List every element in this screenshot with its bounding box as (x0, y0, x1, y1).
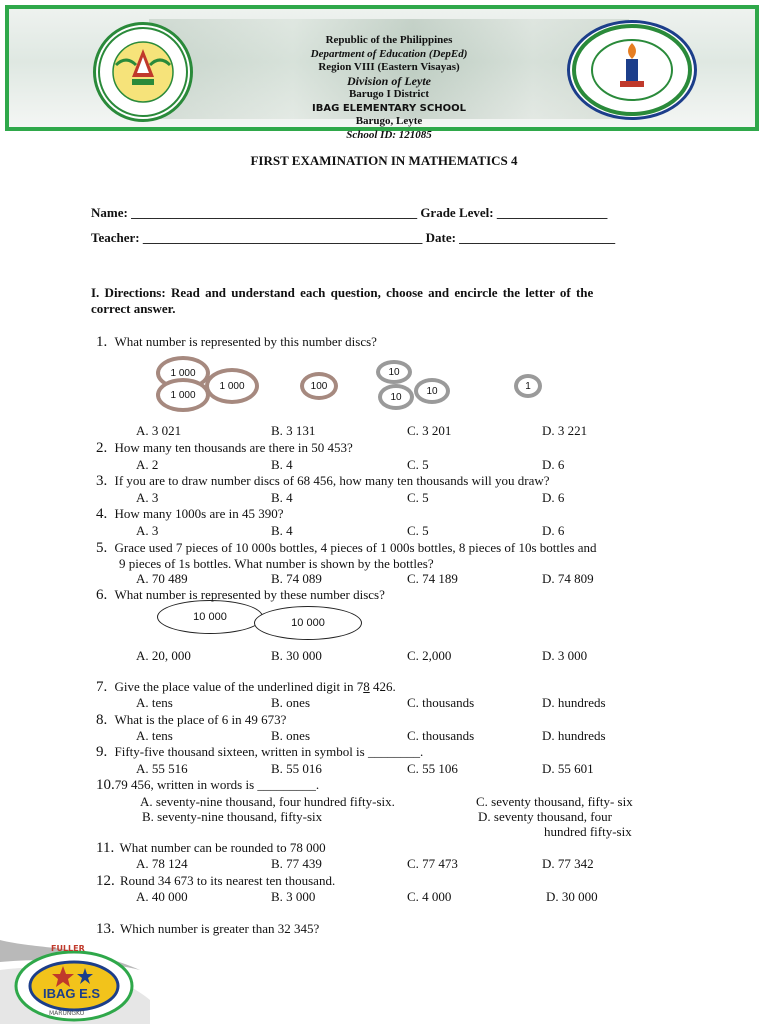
q2-choice-c[interactable]: C. 5 (407, 457, 429, 472)
q5-choice-a[interactable]: A. 70 489 (136, 571, 188, 586)
q3-choice-b[interactable]: B. 4 (271, 490, 293, 505)
disc-1: 1 (514, 374, 542, 398)
q2-choice-a[interactable]: A. 2 (136, 457, 159, 472)
directions-line2: correct answer. (91, 301, 176, 316)
q9-choice-d[interactable]: D. 55 601 (542, 761, 594, 776)
disc-1000-b: 1 000 (156, 378, 210, 412)
q8-choice-a[interactable]: A. tens (136, 728, 173, 743)
footer-logo-main: IBAG E.S (43, 986, 101, 1001)
q12-choice-d[interactable]: D. 30 000 (546, 889, 598, 904)
question-5: 5. Grace used 7 pieces of 10 000s bottles, 4 pieces of 1 000s bottles, 8 pieces of 10s bottles and (96, 540, 597, 556)
teacher-date-field[interactable]: Teacher: ___________________________________________ Date: ________________________ (91, 230, 616, 245)
q11-choice-b[interactable]: B. 77 439 (271, 856, 322, 871)
disc-10-b: 10 (378, 384, 414, 410)
question-4: 4. How many 1000s are in 45 390? (96, 506, 284, 522)
question-2: 2. How many ten thousands are there in 50 453? (96, 440, 353, 456)
division-seal-graphic (96, 25, 190, 119)
name-grade-field[interactable]: Name: ____________________________________________ Grade Level: _________________ (91, 205, 608, 220)
header-school-id: School ID: 121085 (346, 128, 432, 141)
q6-choice-c[interactable]: C. 2,000 (407, 648, 452, 663)
q9-choice-a[interactable]: A. 55 516 (136, 761, 188, 776)
ibag-school-seal (567, 20, 697, 120)
school-seal-graphic (570, 23, 694, 117)
q4-choice-d[interactable]: D. 6 (542, 523, 565, 538)
header-region: Region VIII (Eastern Visayas) (318, 61, 460, 73)
footer-logo-top: FULLER (51, 944, 85, 953)
question-7: 7. Give the place value of the underlined digit in 78 426. (96, 679, 396, 695)
q4-choice-b[interactable]: B. 4 (271, 523, 293, 538)
q7-choice-a[interactable]: A. tens (136, 695, 173, 710)
school-header (5, 5, 759, 141)
question-6: 6. What number is represented by these number discs? (96, 587, 385, 603)
q2-choice-b[interactable]: B. 4 (271, 457, 293, 472)
question-11: 11. What number can be rounded to 78 000 (96, 840, 326, 856)
q6-choice-b[interactable]: B. 30 000 (271, 648, 322, 663)
disc-10000-a: 10 000 (157, 600, 263, 634)
q3-choice-d[interactable]: D. 6 (542, 490, 565, 505)
disc-10000-b: 10 000 (254, 606, 362, 640)
q12-choice-a[interactable]: A. 40 000 (136, 889, 188, 904)
q4-choice-c[interactable]: C. 5 (407, 523, 429, 538)
q10-choice-d-cont: hundred fifty-six (544, 824, 632, 839)
q4-choice-a[interactable]: A. 3 (136, 523, 159, 538)
q1-choice-b[interactable]: B. 3 131 (271, 423, 316, 438)
q11-choice-a[interactable]: A. 78 124 (136, 856, 188, 871)
disc-1000-a: 1 000 (156, 356, 210, 390)
q8-choice-b[interactable]: B. ones (271, 728, 310, 743)
q5-choice-c[interactable]: C. 74 189 (407, 571, 458, 586)
q10-choice-a[interactable]: A. seventy-nine thousand, four hundred fifty-six. (140, 794, 395, 809)
q6-choice-d[interactable]: D. 3 000 (542, 648, 588, 663)
q1-choice-d[interactable]: D. 3 221 (542, 423, 588, 438)
q10-choice-b[interactable]: B. seventy-nine thousand, fifty-six (142, 809, 323, 824)
disc-100: 100 (300, 372, 338, 400)
question-5-cont: 9 pieces of 1s bottles. What number is shown by the bottles? (119, 556, 434, 571)
q8-choice-c[interactable]: C. thousands (407, 728, 475, 743)
q12-choice-b[interactable]: B. 3 000 (271, 889, 316, 904)
q8-choice-d[interactable]: D. hundreds (542, 728, 606, 743)
q12-choice-c[interactable]: C. 4 000 (407, 889, 452, 904)
exam-title: FIRST EXAMINATION IN MATHEMATICS 4 (250, 153, 518, 168)
q1-choice-a[interactable]: A. 3 021 (136, 423, 182, 438)
header-location: Barugo, Leyte (355, 115, 423, 127)
schools-division-seal (93, 22, 193, 122)
q6-choice-a[interactable]: A. 20, 000 (136, 648, 191, 663)
footer-logo-bottom: MARUNGKO (49, 1010, 85, 1017)
q11-choice-d[interactable]: D. 77 342 (542, 856, 594, 871)
question-9: 9. Fifty-five thousand sixteen, written in symbol is ________. (96, 744, 424, 760)
underlined-digit: 8 (363, 679, 370, 694)
question-8: 8. What is the place of 6 in 49 673? (96, 712, 287, 728)
q7-choice-b[interactable]: B. ones (271, 695, 310, 710)
disc-1000-c: 1 000 (205, 368, 259, 404)
question-10: 10.79 456, written in words is _________. (96, 777, 320, 793)
header-republic: Republic of the Philippines (325, 34, 453, 46)
q11-choice-c[interactable]: C. 77 473 (407, 856, 458, 871)
q5-choice-b[interactable]: B. 74 089 (271, 571, 322, 586)
disc-10-c: 10 (414, 378, 450, 404)
question-1: 1. What number is represented by this number discs? (96, 334, 377, 350)
question-13: 13. Which number is greater than 32 345? (96, 921, 320, 937)
q5-choice-d[interactable]: D. 74 809 (542, 571, 594, 586)
q10-choice-c[interactable]: C. seventy thousand, fifty- six (476, 794, 633, 809)
question-12: 12. Round 34 673 to its nearest ten thousand. (96, 873, 336, 889)
header-text-block (259, 34, 519, 142)
q9-choice-b[interactable]: B. 55 016 (271, 761, 322, 776)
header-district: Barugo I District (348, 88, 430, 100)
q9-choice-c[interactable]: C. 55 106 (407, 761, 458, 776)
q2-choice-d[interactable]: D. 6 (542, 457, 565, 472)
header-school-name: IBAG ELEMENTARY SCHOOL (312, 102, 466, 114)
question-3: 3. If you are to draw number discs of 68 456, how many ten thousands will you draw? (96, 473, 550, 489)
q3-choice-c[interactable]: C. 5 (407, 490, 429, 505)
q7-choice-d[interactable]: D. hundreds (542, 695, 606, 710)
header-division: Division of Leyte (347, 73, 431, 88)
q1-choice-c[interactable]: C. 3 201 (407, 423, 452, 438)
q10-choice-d[interactable]: D. seventy thousand, four (478, 809, 612, 824)
directions-line1: I. Directions: Read and understand each question, choose and encircle the letter of the (91, 285, 594, 300)
q3-choice-a[interactable]: A. 3 (136, 490, 159, 505)
disc-10-a: 10 (376, 360, 412, 384)
header-deped: Department of Education (DepEd) (310, 47, 468, 60)
q7-choice-c[interactable]: C. thousands (407, 695, 475, 710)
ibag-footer-logo (13, 946, 135, 1022)
